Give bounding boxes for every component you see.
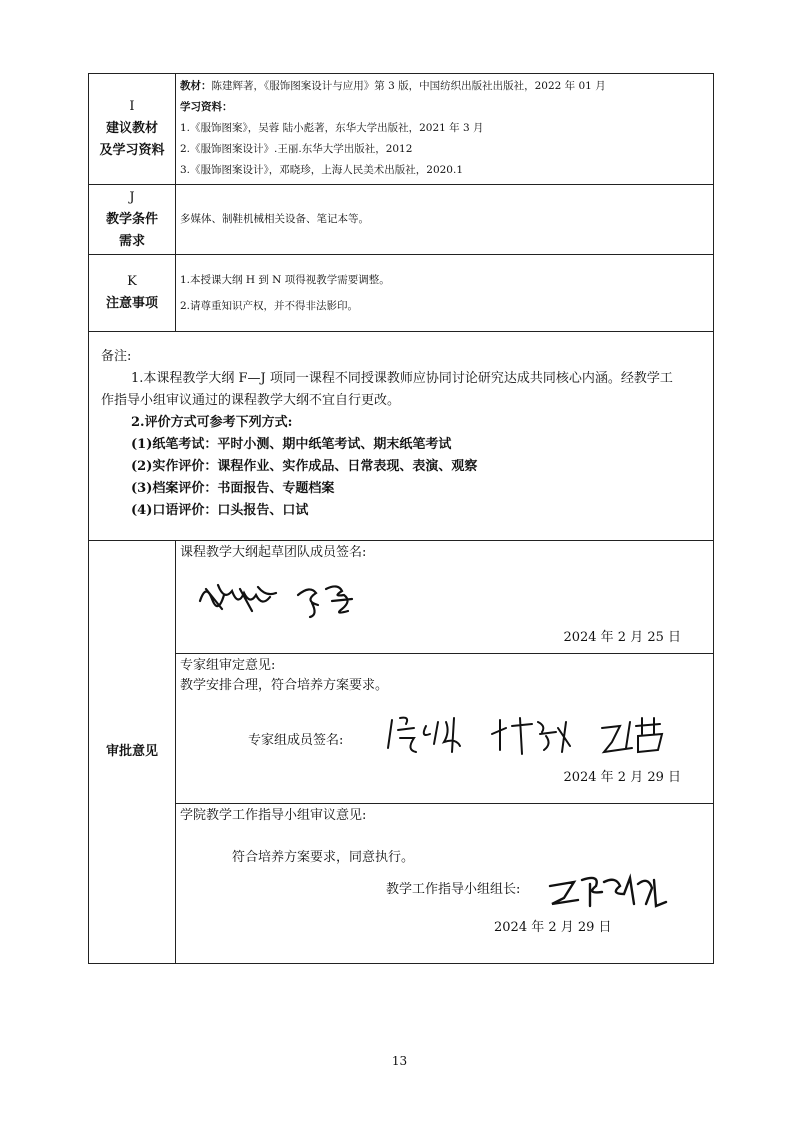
section-j-label	[89, 185, 176, 255]
remarks-content	[89, 332, 714, 541]
approval-expert-row	[89, 654, 714, 804]
college-signature-image	[544, 864, 674, 912]
college-title: 学院教学工作指导小组审议意见:	[180, 808, 367, 823]
remarks-line2: 2.评价方式可参考下列方式:	[131, 415, 293, 430]
course-info-table	[88, 73, 714, 964]
drafting-signature-image	[192, 571, 392, 621]
notice-item-2: 2.请尊重知识产权，并不得非法影印。	[180, 300, 359, 312]
materials-label: 学习资料：	[180, 101, 233, 113]
expert-cell	[176, 654, 714, 804]
notice-item-1: 1.本授课大纲 H 到 N 项得视教学需要调整。	[180, 274, 390, 286]
evaluation-item-2: (2)实作评价：课程作业、实作成品、日常表现、表演、观察	[131, 459, 478, 474]
remarks-title: 备注:	[101, 349, 132, 364]
expert-sign-label: 专家组成员签名:	[248, 733, 344, 748]
section-i-label-line1: 建议教材	[105, 121, 158, 136]
teaching-conditions-text: 多媒体、制鞋机械相关设备、笔记本等。	[180, 213, 369, 225]
section-j-label-line1: 教学条件	[105, 211, 158, 227]
section-k-letter: K	[127, 274, 137, 289]
expert-date: 2024 年 2 月 29 日	[563, 770, 681, 785]
drafting-date: 2024 年 2 月 25 日	[563, 630, 681, 645]
section-i-content	[176, 74, 714, 185]
approval-label	[89, 541, 176, 964]
section-k-content	[176, 255, 714, 332]
section-k-label	[89, 255, 176, 332]
material-item-2: 2.《服饰图案设计》.王丽.东华大学出版社，2012	[180, 143, 413, 155]
approval-drafting-row	[89, 541, 714, 654]
approval-college-row	[89, 804, 714, 964]
textbook-text: 陈建辉著，《服饰图案设计与应用》第 3 版，中国纺织出版社出版社，2022 年 01 月	[211, 80, 606, 92]
college-cell	[176, 804, 714, 964]
expert-opinion: 教学安排合理，符合培养方案要求。	[180, 678, 389, 693]
expert-title: 专家组审定意见:	[180, 658, 276, 673]
section-j-content	[176, 185, 714, 255]
material-item-3: 3.《服饰图案设计》，邓晓珍，上海人民美术出版社，2020.1	[180, 164, 464, 176]
textbook-label: 教材：	[180, 80, 212, 92]
remarks-row	[89, 332, 714, 541]
section-j-row	[89, 185, 714, 255]
material-item-1: 1.《服饰图案》，吴蓉 陆小彪著，东华大学出版社，2021 年 3 月	[180, 122, 484, 134]
page-number: 13	[391, 1054, 408, 1068]
approval-label-text: 审批意见	[105, 744, 158, 759]
section-i-label-line2: 及学习资料	[99, 143, 165, 158]
evaluation-item-3: (3)档案评价：书面报告、专题档案	[131, 481, 335, 496]
college-sign-label: 教学工作指导小组组长:	[386, 882, 521, 897]
section-k-label-text: 注意事项	[105, 296, 158, 311]
drafting-cell	[176, 541, 714, 654]
section-j-letter: J	[129, 189, 135, 205]
remarks-line1a: 1.本课程教学大纲 F—J 项同一课程不同授课教师应协同讨论研究达成共同核心内涵。经教学工	[131, 371, 673, 386]
college-date: 2024 年 2 月 29 日	[494, 920, 612, 935]
section-i-label	[89, 74, 176, 185]
section-i-row	[89, 74, 714, 185]
evaluation-item-4: (4)口语评价：口头报告、口试	[131, 503, 309, 518]
section-j-label-line2: 需求	[118, 233, 145, 249]
expert-signatures-image	[380, 708, 680, 758]
section-i-letter: I	[129, 99, 135, 114]
section-k-row	[89, 255, 714, 332]
evaluation-item-1: (1)纸笔考试：平时小测、期中纸笔考试、期末纸笔考试	[131, 437, 452, 452]
remarks-line1b: 作指导小组审议通过的课程教学大纲不宜自行更改。	[101, 393, 401, 408]
drafting-title: 课程教学大纲起草团队成员签名:	[180, 545, 367, 560]
textbook-line	[180, 76, 709, 97]
college-opinion: 符合培养方案要求，同意执行。	[232, 850, 415, 865]
